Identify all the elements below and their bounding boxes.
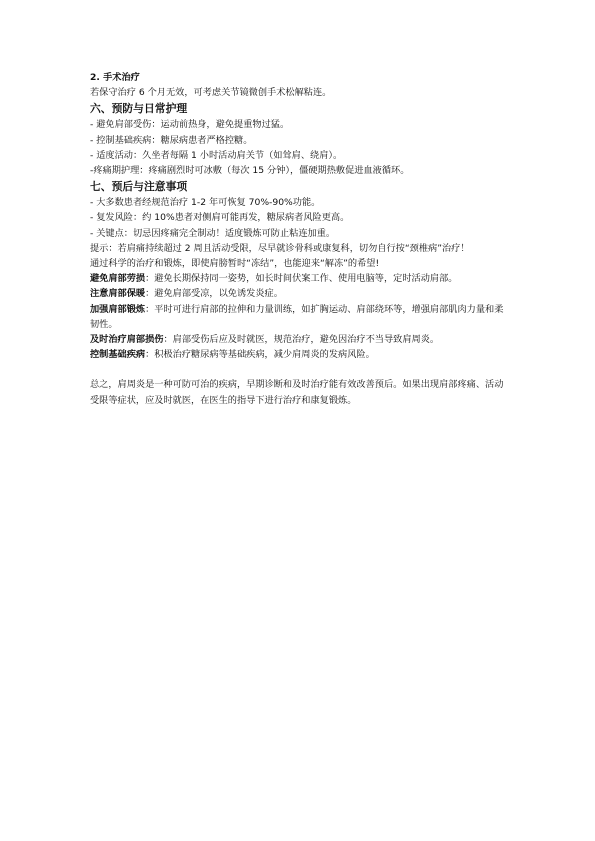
prognosis-item: - 关键点：切忌因疼痛完全制动！适度锻炼可防止粘连加重。 [90,227,336,239]
paragraph-gap [90,362,510,377]
advice-text: ：平时可进行肩部的拉伸和力量训练，如扩胸运动、肩部绕环等，增强肩部肌肉力量和柔韧性。 [90,303,504,330]
surgery-paragraph: 若保守治疗 6 个月无效，可考虑关节镜微创手术松解粘连。 [90,87,332,99]
tip-paragraph: 提示：若肩痛持续超过 2 周且活动受限，尽早就诊骨科或康复科，切勿自行按“颈椎病”治疗！ [90,242,470,254]
prevention-item: - 适度活动：久坐者每隔 1 小时活动肩关节（如耸肩、绕肩）。 [90,149,343,161]
advice-text: ：避免长期保持同一姿势，如长时间伏案工作、使用电脑等，定时活动肩部。 [145,273,458,285]
advice-label: 避免肩部劳损 [90,273,146,285]
advice-label: 控制基础疾病 [90,349,146,361]
prognosis-item: - 复发风险：约 10%患者对侧肩可能再发，糖尿病者风险更高。 [90,212,350,224]
summary-paragraph: 总之，肩周炎是一种可防可治的疾病，早期诊断和及时治疗能有效改善预后。如果出现肩部疼痛、活动受限等症状，应及时就医，在医生的指导下进行治疗和康复锻炼。 [90,379,504,406]
advice-item [90,271,510,286]
advice-item [90,347,510,362]
advice-text: ：积极治疗糖尿病等基础疾病，减少肩周炎的发病风险。 [145,349,375,361]
section-6-title: 六、预防与日常护理 [90,102,188,116]
advice-label: 加强肩部锻炼 [90,303,146,315]
prevention-item: -疼痛期护理：疼痛剧烈时可冰敷（每次 15 分钟），僵硬期热敷促进血液循环。 [90,165,410,177]
advice-label: 注意肩部保暖 [90,288,146,300]
section-7-title: 七、预后与注意事项 [90,180,188,194]
prevention-item: - 避免肩部受伤：运动前热身，避免提重物过猛。 [90,119,290,131]
advice-text: ：肩部受伤后应及时就医，规范治疗，避免因治疗不当导致肩周炎。 [163,334,440,346]
hope-paragraph: 通过科学的治疗和锻炼，即使肩膀暂时“冻结”，也能迎来“解冻”的希望! [90,258,380,270]
prognosis-item: - 大多数患者经规范治疗 1-2 年可恢复 70%-90%功能。 [90,197,321,209]
prevention-item: - 控制基础疾病：糖尿病患者严格控糖。 [90,134,253,146]
advice-item [90,302,510,332]
advice-label: 及时治疗肩部损伤 [90,334,164,346]
advice-item [90,332,510,347]
document-content [90,70,510,408]
advice-item [90,286,510,301]
advice-text: ：避免肩部受凉，以免诱发炎症。 [145,288,283,300]
surgery-subheading: 2. 手术治疗 [90,72,140,83]
